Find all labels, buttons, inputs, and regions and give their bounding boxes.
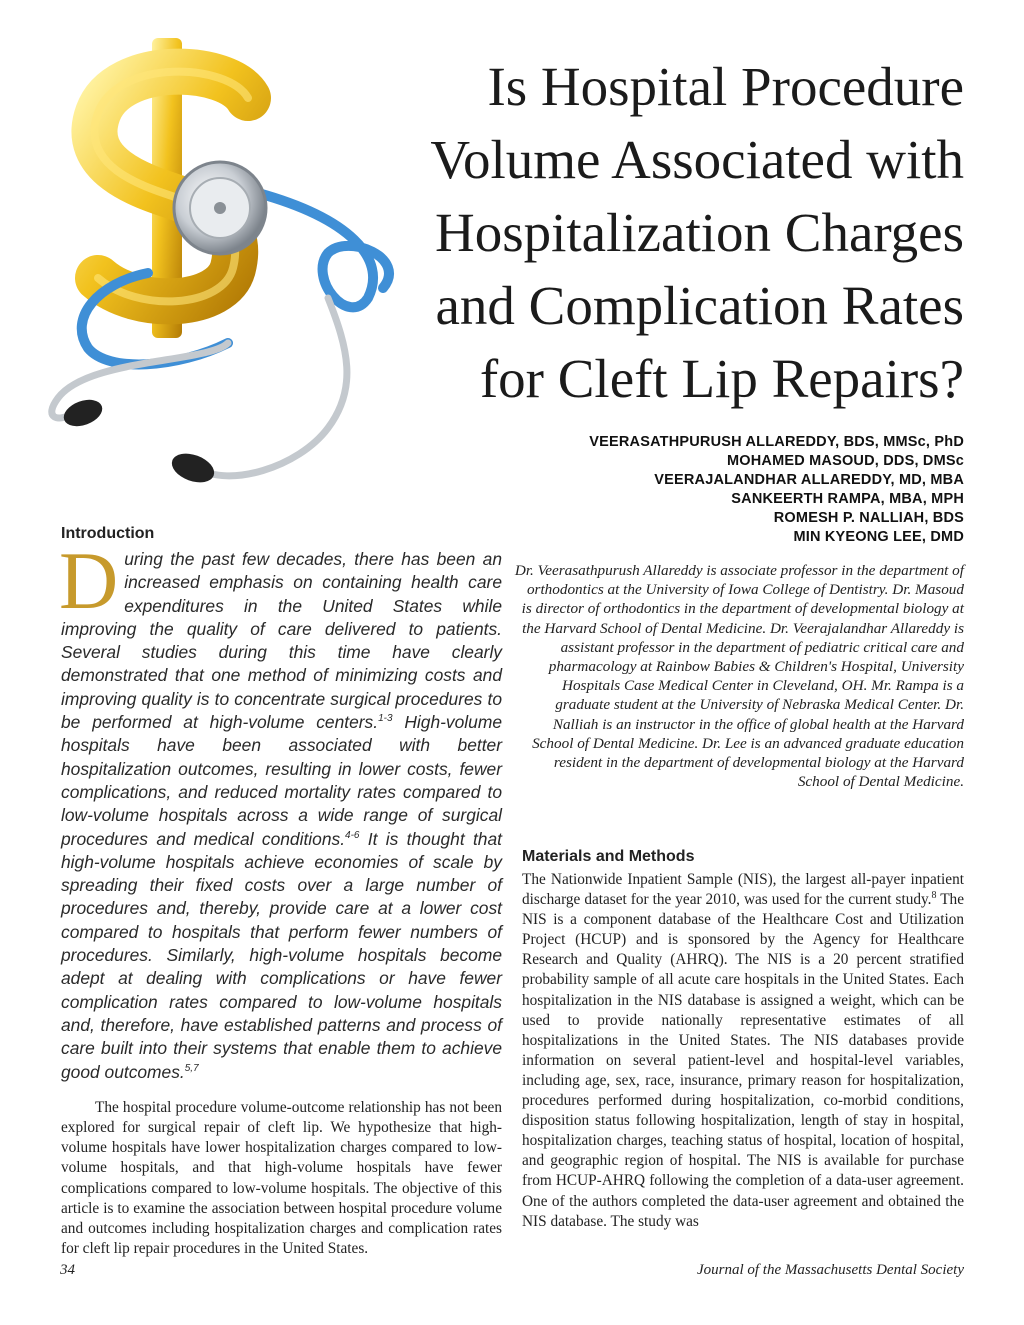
author-affiliations: Dr. Veerasathpurush Allareddy is associate professor in the department of orthodontics at the University of Iowa College of Dentistry. Dr. Masoud is director of orthodontics in the department of developmental biology at the Harvard School of Dental Medicine. Dr. Veerajalandhar Allareddy is assistant professor in the department of pediatric critical care and pharmacology at Rainbow Babies & Children's Hospital, University Hospitals Case Medical Center in Cleveland, OH. Mr. Rampa is a graduate student at the University of Nebraska Medical Center. Dr. Nalliah is an instructor in the office of global health at the Harvard School of Dental Medicine. Dr. Lee is an advanced graduate education resident in the department of developmental biology at the Harvard School of Dental Medicine. xyxy=(514,562,964,791)
citation: 1-3 xyxy=(378,713,393,725)
title-line: Volume Associated with xyxy=(430,129,964,190)
introduction-lead-paragraph xyxy=(59,535,502,1084)
article-title xyxy=(324,50,964,415)
author-name: VEERAJALANDHAR ALLAREDDY, MD, MBA xyxy=(654,472,964,488)
paragraph-text: It is thought that high-volume hospitals achieve economies of scale by spreading their fixed costs over a large number of procedures and, thereby, provide care at a lower cost compared to hospitals that perform fewer numbers of procedures. Similarly, high-volume hospitals become adept at dealing with complications or have fewer complication rates compared to low-volume hospitals and, therefore, have established patterns and process of care built into their systems that enable them to achieve good outcomes. xyxy=(61,828,502,1082)
methods-paragraph xyxy=(522,870,964,1232)
title-line: for Cleft Lip Repairs? xyxy=(479,348,964,409)
section-heading: Materials and Methods xyxy=(522,848,695,865)
introduction-section xyxy=(61,525,502,1259)
title-line: Is Hospital Procedure xyxy=(487,56,964,117)
journal-name: Journal of the Massachusetts Dental Society xyxy=(696,1262,964,1278)
section-heading: Introduction xyxy=(61,525,155,542)
paragraph-text: uring the past few decades, there has been an increased emphasis on containing health care expenditures in the United States while improving the quality of care delivered to patients. Several studies during this time have clearly demonstrated that one method of minimizing costs and improving quality is to concentrate surgical procedures to be performed at high-volume centers. xyxy=(61,549,502,733)
title-line: Hospitalization Charges xyxy=(434,202,964,263)
author-name: SANKEERTH RAMPA, MBA, MPH xyxy=(731,491,964,507)
author-name: ROMESH P. NALLIAH, BDS xyxy=(773,510,964,526)
author-name: MIN KYEONG LEE, DMD xyxy=(793,529,964,545)
paragraph-text: The NIS is a component database of the Healthcare Cost and Utilization Project (HCUP) and is sponsored by the Agency for Healthcare Research and Quality (AHRQ). The NIS is a 20 percent stratified probability sample of all acute care hospitals in the United States. Each hospitalization in the NIS database is assigned a weight, which can be used to provide nationally representative estimates of all hospitalizations in the United States. The NIS databases provide information on several patient-level and hospital-level variables, including age, sex, race, insurance, primary reason for hospitalization, procedures performed during hospitalization, co-morbid conditions, disposition status following hospitalization, length of stay in hospital, hospitalization charges, teaching status of hospital, location of hospital, and geographic region of hospital. The NIS is available for purchase from HCUP-AHRQ following the completion of a data-user agreement. One of the authors completed the data-user agreement and obtained the NIS database. The study was xyxy=(522,891,964,1230)
paragraph-text: The Nationwide Inpatient Sample (NIS), the largest all-payer inpatient discharge dataset for the year 2010, was used for the current study. xyxy=(522,871,964,909)
citation: 8 xyxy=(931,890,937,901)
introduction-paragraph: The hospital procedure volume-outcome relationship has not been explored for surgical repair of cleft lip. We hypothesize that high-volume hospitals have lower hospitalization charges compared to low-volume hospitals, and that high-volume hospitals have fewer complications compared to low-volume hospitals. The objective of this article is to examine the association between hospital procedure volume and outcomes including hospitalization charges and complication rates for cleft lip repair procedures in the United States. xyxy=(61,1098,502,1258)
author-name: MOHAMED MASOUD, DDS, DMSc xyxy=(726,453,964,469)
methods-section xyxy=(522,848,964,1232)
paragraph-text: High-volume hospitals have been associated with better hospitalization outcomes, resulting in lower costs, fewer complications, and reduced mortality rates compared to low-volume hospitals across a wide range of surgical procedures and medical conditions. xyxy=(61,712,502,849)
title-line: and Complication Rates xyxy=(435,275,964,336)
author-name: VEERASATHPURUSH ALLAREDDY, BDS, MMSc, PhD xyxy=(589,434,964,450)
page-number: 34 xyxy=(60,1262,75,1278)
citation: 5,7 xyxy=(184,1062,199,1074)
citation: 4-6 xyxy=(345,829,360,841)
drop-cap: D xyxy=(59,535,119,626)
